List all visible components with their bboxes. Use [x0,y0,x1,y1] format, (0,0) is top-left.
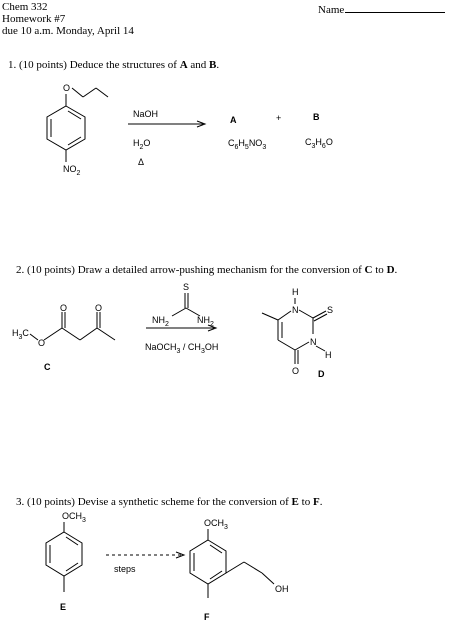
q2-ring-bond [278,311,291,320]
q3-e-benzene-ring [46,532,82,576]
q3-f-benzene-ring [190,540,226,584]
q2-thiourea-amine-2: $NH_2$ [197,315,214,328]
q2-thiourea [152,282,214,328]
q2-label-d: D [318,369,325,379]
q3-f-methoxy: $OCH_3$ [204,518,228,531]
q1-double-bond [68,111,81,119]
q2-label-c: C [44,362,51,372]
name-label: Name [318,4,345,16]
q1-product-a-label: A [230,115,237,125]
q2-compound-d [262,287,333,376]
due-date: due 10 a.m. Monday, April 14 [2,25,134,37]
q2-bond [62,328,80,340]
homework-number: Homework #7 [2,13,66,25]
q2-bond [97,328,115,340]
q2-d-n-bottom: N [310,337,317,347]
q2-thiourea-amine-1: $NH_2$ [152,315,169,328]
q3-double-bond [210,571,222,579]
q2-thiourea-sulfur: S [183,282,190,292]
q2-methyl-bond [262,313,278,320]
q3-label-e: E [60,602,67,612]
q1-ether-oxygen: O [63,83,71,93]
q2-methyl-label: $H_3C$ [12,328,29,341]
question-3-period: . [319,496,323,508]
question-3-to: to [301,496,311,508]
q2-d-oxygen: O [292,366,300,376]
q3-compound-e [46,511,86,592]
q2-bond [80,328,97,340]
question-1-ref-b: B [209,59,217,71]
question-2-to: to [375,264,384,276]
q2-d-h-bottom: H [325,350,332,360]
q1-plus-sign: + [276,113,282,123]
q1-reagent-water: $H_2O$ [133,138,151,151]
q2-d-h-top: H [292,287,299,297]
q3-chain-bond [226,562,244,573]
q2-bond [44,328,62,340]
q1-reagent-naoh: NaOH [133,109,159,119]
q2-bond [30,334,38,340]
q2-carbonyl-oxygen-1: O [60,303,68,313]
question-1-prompt: 1. (10 points) Deduce the structures of [8,59,177,71]
question-2-ref-d: D [386,264,395,276]
q3-compound-f [190,518,289,598]
q1-bond [83,88,96,97]
q2-ring-bond [295,342,309,350]
question-2-ref-c: C [364,264,373,276]
q3-hydroxyl: OH [275,584,289,594]
q3-chain-bond [244,562,262,573]
q3-double-bond [210,545,222,553]
question-3-prompt: 3. (10 points) Devise a synthetic scheme for the conversion of [16,496,289,508]
q1-starting-material [47,83,108,177]
q2-nh-bond [316,346,325,351]
q2-compound-c [12,303,115,348]
question-1-ref-a: A [179,59,188,71]
q2-ring-bond [278,340,295,350]
q2-carbonyl-oxygen-2: O [95,303,103,313]
question-2-prompt: 2. (10 points) Draw a detailed arrow-pushing mechanism for the conversion of [16,264,362,276]
q1-bond [72,88,83,97]
q2-ester-oxygen: O [38,338,46,348]
q2-reaction-arrow [146,325,216,331]
q1-nitro-group: $NO_2$ [63,164,81,177]
question-3-ref-f: F [312,496,320,508]
q2-thione-bond [313,311,326,318]
q2-ring-bond [299,310,313,318]
q1-formula-b: $C_3H_6O$ [305,137,333,150]
q1-bond [96,88,108,97]
q1-double-bond [68,137,81,145]
q1-product-b-label: B [313,112,320,122]
q3-chain-bond [262,573,274,584]
question-1-period: . [216,59,220,71]
question-3-ref-e: E [291,496,299,508]
q2-d-sulfur: S [327,305,334,315]
q2-reagent-base: NaOCH$_3$ / $CH_3OH$ [145,342,219,355]
q3-steps-label: steps [114,564,136,574]
q2-d-n-top: N [292,305,299,315]
q3-dashed-arrow [106,552,184,558]
q3-double-bond [66,537,78,545]
q2-bond [172,308,186,316]
q1-heat-symbol: Δ [138,157,145,167]
q1-benzene-ring [47,106,85,150]
q3-label-f: F [204,612,210,622]
question-2-period: . [394,264,398,276]
q2-thione-bond [314,314,327,321]
q1-formula-a: $C_6H_5NO_3$ [228,138,267,151]
question-1-and: and [190,59,207,71]
q1-reaction-arrow [128,121,205,127]
course-title: Chem 332 [2,1,48,13]
q3-e-methoxy: $OCH_3$ [62,511,86,524]
q3-double-bond [66,563,78,571]
